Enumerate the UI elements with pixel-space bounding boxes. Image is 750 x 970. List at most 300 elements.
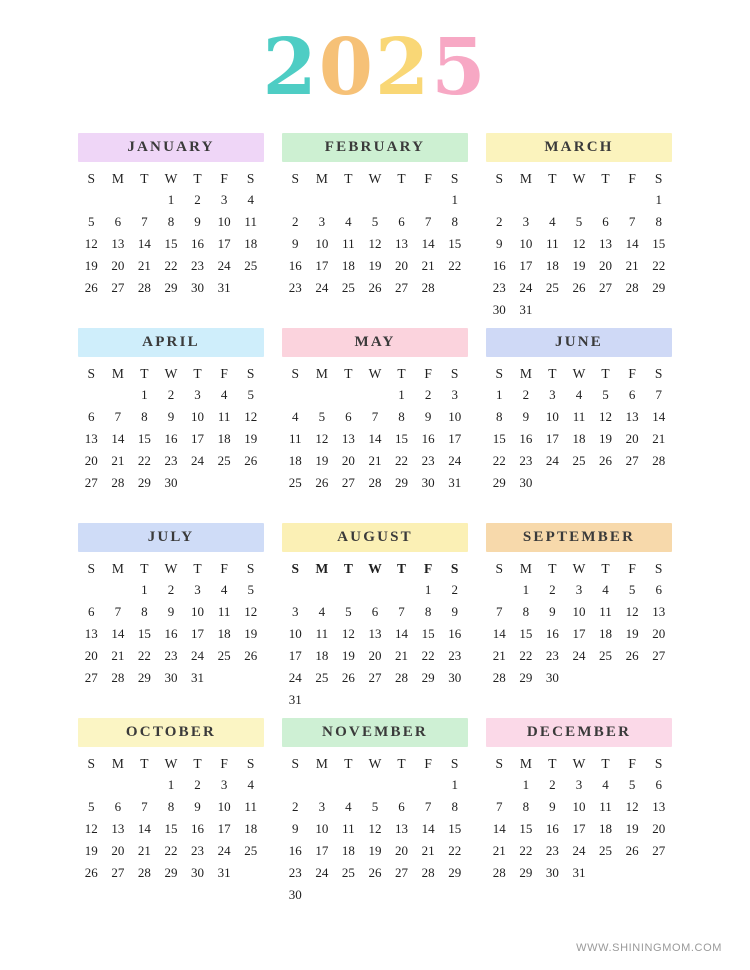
day-cell[interactable]: 6 — [655, 777, 662, 792]
day-cell[interactable]: 12 — [244, 604, 258, 619]
day-cell[interactable]: 30 — [191, 280, 205, 295]
day-cell[interactable]: 2 — [167, 387, 175, 402]
day-cell[interactable]: 12 — [368, 236, 382, 251]
day-cell[interactable]: 2 — [292, 799, 299, 814]
day-cell[interactable]: 18 — [244, 821, 258, 836]
day-cell[interactable]: 15 — [448, 821, 462, 836]
day-cell[interactable]: 25 — [217, 648, 231, 663]
day-cell[interactable]: 10 — [448, 409, 462, 424]
day-cell[interactable]: 25 — [288, 475, 302, 490]
day-cell[interactable]: 17 — [288, 648, 302, 663]
day-cell[interactable]: 6 — [655, 582, 662, 597]
day-cell[interactable]: 3 — [194, 582, 201, 597]
day-cell[interactable]: 5 — [371, 214, 379, 229]
day-cell[interactable]: 3 — [220, 192, 228, 207]
day-cell[interactable]: 16 — [421, 431, 435, 446]
day-cell[interactable]: 13 — [625, 409, 639, 424]
day-cell[interactable]: 15 — [137, 431, 151, 446]
day-cell[interactable]: 7 — [496, 604, 503, 619]
day-cell[interactable]: 15 — [164, 821, 178, 836]
day-cell[interactable]: 20 — [111, 843, 125, 858]
day-cell[interactable]: 12 — [368, 821, 382, 836]
day-cell[interactable]: 19 — [341, 648, 355, 663]
day-cell[interactable]: 22 — [164, 843, 178, 858]
day-cell[interactable]: 6 — [398, 214, 405, 229]
day-cell[interactable]: 3 — [292, 604, 299, 619]
day-cell[interactable]: 7 — [141, 799, 148, 814]
day-cell[interactable]: 18 — [315, 648, 329, 663]
day-cell[interactable]: 1 — [141, 387, 148, 402]
day-cell[interactable]: 5 — [318, 409, 326, 424]
day-cell[interactable]: 11 — [599, 604, 612, 619]
day-cell[interactable]: 27 — [652, 648, 666, 663]
day-cell[interactable]: 24 — [519, 280, 533, 295]
day-cell[interactable]: 25 — [244, 258, 258, 273]
day-cell[interactable]: 16 — [448, 626, 462, 641]
day-cell[interactable]: 22 — [519, 648, 533, 663]
day-cell[interactable]: 9 — [549, 799, 556, 814]
day-cell[interactable]: 14 — [111, 431, 125, 446]
day-cell[interactable]: 16 — [492, 258, 506, 273]
day-cell[interactable]: 9 — [194, 214, 201, 229]
day-cell[interactable]: 25 — [217, 453, 231, 468]
day-cell[interactable]: 26 — [341, 670, 355, 685]
day-cell[interactable]: 14 — [492, 821, 506, 836]
day-cell[interactable]: 13 — [395, 821, 409, 836]
day-cell[interactable]: 7 — [424, 799, 432, 814]
day-cell[interactable]: 25 — [341, 280, 355, 295]
day-cell[interactable]: 8 — [522, 604, 530, 619]
day-cell[interactable]: 28 — [395, 670, 409, 685]
day-cell[interactable]: 13 — [652, 604, 666, 619]
day-cell[interactable]: 5 — [247, 582, 254, 597]
day-cell[interactable]: 14 — [137, 236, 151, 251]
day-cell[interactable]: 6 — [345, 409, 352, 424]
day-cell[interactable]: 27 — [395, 280, 409, 295]
day-cell[interactable]: 22 — [519, 843, 533, 858]
day-cell[interactable]: 19 — [625, 821, 639, 836]
day-cell[interactable]: 14 — [421, 236, 435, 251]
day-cell[interactable]: 11 — [244, 214, 257, 229]
day-cell[interactable]: 16 — [545, 821, 559, 836]
day-cell[interactable]: 10 — [572, 799, 586, 814]
day-cell[interactable]: 26 — [84, 865, 98, 880]
day-cell[interactable]: 13 — [599, 236, 613, 251]
day-cell[interactable]: 30 — [191, 865, 205, 880]
day-cell[interactable]: 2 — [167, 582, 175, 597]
day-cell[interactable]: 5 — [88, 214, 95, 229]
day-cell[interactable]: 25 — [545, 280, 559, 295]
day-cell[interactable]: 4 — [220, 582, 228, 597]
day-cell[interactable]: 20 — [111, 258, 125, 273]
day-cell[interactable]: 15 — [492, 431, 506, 446]
day-cell[interactable]: 30 — [448, 670, 462, 685]
day-cell[interactable]: 3 — [194, 387, 201, 402]
day-cell[interactable]: 25 — [572, 453, 586, 468]
day-cell[interactable]: 12 — [572, 236, 586, 251]
day-cell[interactable]: 24 — [572, 648, 586, 663]
day-cell[interactable]: 30 — [545, 865, 559, 880]
day-cell[interactable]: 16 — [191, 236, 205, 251]
day-cell[interactable]: 22 — [652, 258, 666, 273]
day-cell[interactable]: 14 — [625, 236, 639, 251]
day-cell[interactable]: 31 — [191, 670, 205, 685]
day-cell[interactable]: 16 — [288, 843, 302, 858]
day-cell[interactable]: 24 — [217, 843, 231, 858]
day-cell[interactable]: 19 — [84, 843, 98, 858]
day-cell[interactable]: 23 — [545, 648, 559, 663]
day-cell[interactable]: 5 — [602, 387, 609, 402]
day-cell[interactable]: 18 — [288, 453, 302, 468]
day-cell[interactable]: 15 — [519, 821, 533, 836]
day-cell[interactable]: 12 — [315, 431, 329, 446]
day-cell[interactable]: 21 — [652, 431, 666, 446]
day-cell[interactable]: 14 — [111, 626, 125, 641]
day-cell[interactable]: 7 — [398, 604, 405, 619]
day-cell[interactable]: 6 — [602, 214, 609, 229]
day-cell[interactable]: 8 — [522, 799, 530, 814]
day-cell[interactable]: 15 — [652, 236, 666, 251]
day-cell[interactable]: 5 — [628, 777, 636, 792]
day-cell[interactable]: 30 — [519, 475, 533, 490]
day-cell[interactable]: 23 — [421, 453, 435, 468]
day-cell[interactable]: 21 — [111, 648, 125, 663]
day-cell[interactable]: 20 — [625, 431, 639, 446]
day-cell[interactable]: 10 — [191, 604, 205, 619]
day-cell[interactable]: 1 — [496, 387, 503, 402]
day-cell[interactable]: 18 — [545, 258, 559, 273]
day-cell[interactable]: 4 — [575, 387, 583, 402]
day-cell[interactable]: 30 — [164, 670, 178, 685]
day-cell[interactable]: 2 — [194, 777, 201, 792]
day-cell[interactable]: 11 — [244, 799, 257, 814]
day-cell[interactable]: 21 — [625, 258, 639, 273]
day-cell[interactable]: 24 — [545, 453, 559, 468]
day-cell[interactable]: 16 — [545, 626, 559, 641]
day-cell[interactable]: 22 — [448, 843, 462, 858]
day-cell[interactable]: 14 — [421, 821, 435, 836]
day-cell[interactable]: 30 — [288, 887, 302, 902]
day-cell[interactable]: 16 — [519, 431, 533, 446]
day-cell[interactable]: 21 — [111, 453, 125, 468]
day-cell[interactable]: 10 — [572, 604, 586, 619]
day-cell[interactable]: 7 — [114, 409, 122, 424]
day-cell[interactable]: 15 — [137, 626, 151, 641]
day-cell[interactable]: 12 — [84, 236, 98, 251]
day-cell[interactable]: 16 — [191, 821, 205, 836]
day-cell[interactable]: 25 — [315, 670, 329, 685]
day-cell[interactable]: 13 — [395, 236, 409, 251]
day-cell[interactable]: 9 — [194, 799, 201, 814]
day-cell[interactable]: 28 — [421, 280, 435, 295]
day-cell[interactable]: 28 — [368, 475, 382, 490]
day-cell[interactable]: 11 — [289, 431, 302, 446]
day-cell[interactable]: 31 — [519, 302, 533, 317]
day-cell[interactable]: 3 — [318, 799, 326, 814]
day-cell[interactable]: 23 — [492, 280, 506, 295]
day-cell[interactable]: 24 — [315, 280, 329, 295]
day-cell[interactable]: 30 — [421, 475, 435, 490]
day-cell[interactable]: 1 — [167, 192, 175, 207]
day-cell[interactable]: 17 — [191, 431, 205, 446]
day-cell[interactable]: 15 — [519, 626, 533, 641]
day-cell[interactable]: 17 — [315, 843, 329, 858]
day-cell[interactable]: 14 — [652, 409, 666, 424]
day-cell[interactable]: 8 — [167, 214, 175, 229]
day-cell[interactable]: 20 — [84, 453, 98, 468]
day-cell[interactable]: 18 — [217, 626, 231, 641]
day-cell[interactable]: 10 — [217, 214, 231, 229]
day-cell[interactable]: 1 — [522, 777, 530, 792]
day-cell[interactable]: 15 — [164, 236, 178, 251]
day-cell[interactable]: 15 — [395, 431, 409, 446]
day-cell[interactable]: 9 — [292, 236, 299, 251]
day-cell[interactable]: 8 — [424, 604, 432, 619]
day-cell[interactable]: 28 — [111, 475, 125, 490]
day-cell[interactable]: 20 — [599, 258, 613, 273]
day-cell[interactable]: 14 — [368, 431, 382, 446]
day-cell[interactable]: 19 — [599, 431, 613, 446]
day-cell[interactable]: 11 — [599, 799, 612, 814]
day-cell[interactable]: 9 — [292, 821, 299, 836]
day-cell[interactable]: 5 — [345, 604, 352, 619]
day-cell[interactable]: 7 — [655, 387, 662, 402]
day-cell[interactable]: 20 — [652, 626, 666, 641]
day-cell[interactable]: 8 — [167, 799, 175, 814]
day-cell[interactable]: 2 — [496, 214, 503, 229]
day-cell[interactable]: 2 — [549, 582, 556, 597]
day-cell[interactable]: 26 — [315, 475, 329, 490]
day-cell[interactable]: 9 — [549, 604, 556, 619]
day-cell[interactable]: 19 — [368, 843, 382, 858]
day-cell[interactable]: 28 — [492, 670, 506, 685]
day-cell[interactable]: 22 — [164, 258, 178, 273]
day-cell[interactable]: 20 — [341, 453, 355, 468]
day-cell[interactable]: 1 — [451, 777, 458, 792]
day-cell[interactable]: 27 — [395, 865, 409, 880]
day-cell[interactable]: 10 — [315, 236, 329, 251]
day-cell[interactable]: 1 — [655, 192, 662, 207]
day-cell[interactable]: 4 — [602, 777, 609, 792]
day-cell[interactable]: 8 — [141, 604, 148, 619]
day-cell[interactable]: 3 — [575, 777, 583, 792]
day-cell[interactable]: 13 — [341, 431, 355, 446]
day-cell[interactable]: 18 — [341, 843, 355, 858]
day-cell[interactable]: 22 — [492, 453, 506, 468]
day-cell[interactable]: 11 — [217, 409, 231, 424]
day-cell[interactable]: 18 — [244, 236, 258, 251]
day-cell[interactable]: 11 — [342, 821, 355, 836]
day-cell[interactable]: 29 — [137, 670, 151, 685]
day-cell[interactable]: 25 — [341, 865, 355, 880]
day-cell[interactable]: 2 — [549, 777, 556, 792]
day-cell[interactable]: 12 — [244, 409, 258, 424]
day-cell[interactable]: 18 — [572, 431, 586, 446]
day-cell[interactable]: 19 — [244, 626, 258, 641]
day-cell[interactable]: 3 — [522, 214, 530, 229]
day-cell[interactable]: 8 — [451, 799, 458, 814]
day-cell[interactable]: 27 — [625, 453, 639, 468]
day-cell[interactable]: 26 — [599, 453, 613, 468]
day-cell[interactable]: 17 — [217, 821, 231, 836]
day-cell[interactable]: 2 — [194, 192, 201, 207]
day-cell[interactable]: 10 — [191, 409, 205, 424]
day-cell[interactable]: 21 — [492, 843, 506, 858]
day-cell[interactable]: 3 — [220, 777, 228, 792]
day-cell[interactable]: 8 — [141, 409, 148, 424]
day-cell[interactable]: 24 — [572, 843, 586, 858]
day-cell[interactable]: 24 — [288, 670, 302, 685]
day-cell[interactable]: 9 — [424, 409, 432, 424]
day-cell[interactable]: 13 — [111, 236, 125, 251]
day-cell[interactable]: 21 — [492, 648, 506, 663]
day-cell[interactable]: 27 — [84, 475, 98, 490]
day-cell[interactable]: 3 — [451, 387, 458, 402]
day-cell[interactable]: 1 — [398, 387, 405, 402]
day-cell[interactable]: 2 — [424, 387, 432, 402]
day-cell[interactable]: 24 — [191, 453, 205, 468]
day-cell[interactable]: 9 — [451, 604, 458, 619]
day-cell[interactable]: 13 — [652, 799, 666, 814]
day-cell[interactable]: 18 — [599, 626, 613, 641]
day-cell[interactable]: 6 — [88, 409, 95, 424]
day-cell[interactable]: 27 — [599, 280, 613, 295]
day-cell[interactable]: 20 — [84, 648, 98, 663]
day-cell[interactable]: 27 — [84, 670, 98, 685]
day-cell[interactable]: 27 — [652, 843, 666, 858]
day-cell[interactable]: 8 — [655, 214, 662, 229]
day-cell[interactable]: 2 — [292, 214, 299, 229]
day-cell[interactable]: 26 — [84, 280, 98, 295]
day-cell[interactable]: 31 — [448, 475, 462, 490]
day-cell[interactable]: 23 — [191, 258, 205, 273]
day-cell[interactable]: 31 — [288, 692, 302, 707]
day-cell[interactable]: 4 — [220, 387, 228, 402]
day-cell[interactable]: 17 — [191, 626, 205, 641]
day-cell[interactable]: 24 — [315, 865, 329, 880]
day-cell[interactable]: 15 — [448, 236, 462, 251]
day-cell[interactable]: 5 — [575, 214, 583, 229]
day-cell[interactable]: 8 — [451, 214, 458, 229]
day-cell[interactable]: 30 — [492, 302, 506, 317]
day-cell[interactable]: 27 — [111, 280, 125, 295]
day-cell[interactable]: 16 — [164, 626, 178, 641]
day-cell[interactable]: 19 — [625, 626, 639, 641]
day-cell[interactable]: 24 — [448, 453, 462, 468]
day-cell[interactable]: 23 — [191, 843, 205, 858]
day-cell[interactable]: 29 — [164, 865, 178, 880]
day-cell[interactable]: 17 — [572, 626, 586, 641]
day-cell[interactable]: 13 — [84, 626, 98, 641]
day-cell[interactable]: 3 — [575, 582, 583, 597]
day-cell[interactable]: 19 — [315, 453, 329, 468]
day-cell[interactable]: 1 — [141, 582, 148, 597]
day-cell[interactable]: 1 — [167, 777, 175, 792]
day-cell[interactable]: 24 — [217, 258, 231, 273]
day-cell[interactable]: 29 — [492, 475, 506, 490]
day-cell[interactable]: 21 — [368, 453, 382, 468]
day-cell[interactable]: 3 — [549, 387, 556, 402]
day-cell[interactable]: 21 — [421, 843, 435, 858]
day-cell[interactable]: 7 — [496, 799, 503, 814]
day-cell[interactable]: 31 — [217, 865, 231, 880]
day-cell[interactable]: 10 — [217, 799, 231, 814]
day-cell[interactable]: 23 — [519, 453, 533, 468]
day-cell[interactable]: 26 — [625, 843, 639, 858]
day-cell[interactable]: 4 — [345, 799, 352, 814]
day-cell[interactable]: 15 — [421, 626, 435, 641]
day-cell[interactable]: 22 — [137, 648, 151, 663]
day-cell[interactable]: 10 — [519, 236, 533, 251]
day-cell[interactable]: 22 — [137, 453, 151, 468]
day-cell[interactable]: 21 — [137, 843, 151, 858]
day-cell[interactable]: 13 — [368, 626, 382, 641]
day-cell[interactable]: 17 — [448, 431, 462, 446]
day-cell[interactable]: 8 — [496, 409, 503, 424]
day-cell[interactable]: 4 — [247, 192, 254, 207]
day-cell[interactable]: 17 — [315, 258, 329, 273]
day-cell[interactable]: 29 — [421, 670, 435, 685]
day-cell[interactable]: 22 — [395, 453, 409, 468]
day-cell[interactable]: 25 — [599, 648, 613, 663]
day-cell[interactable]: 11 — [572, 409, 586, 424]
day-cell[interactable]: 5 — [247, 387, 254, 402]
day-cell[interactable]: 11 — [342, 236, 355, 251]
day-cell[interactable]: 30 — [545, 670, 559, 685]
day-cell[interactable]: 18 — [599, 821, 613, 836]
day-cell[interactable]: 1 — [451, 192, 458, 207]
day-cell[interactable]: 9 — [496, 236, 503, 251]
day-cell[interactable]: 27 — [341, 475, 355, 490]
day-cell[interactable]: 14 — [492, 626, 506, 641]
day-cell[interactable]: 29 — [519, 865, 533, 880]
day-cell[interactable]: 6 — [371, 604, 379, 619]
day-cell[interactable]: 5 — [628, 582, 636, 597]
day-cell[interactable]: 17 — [519, 258, 533, 273]
day-cell[interactable]: 23 — [288, 280, 302, 295]
day-cell[interactable]: 29 — [519, 670, 533, 685]
day-cell[interactable]: 19 — [368, 258, 382, 273]
day-cell[interactable]: 27 — [368, 670, 382, 685]
day-cell[interactable]: 2 — [522, 387, 530, 402]
day-cell[interactable]: 13 — [111, 821, 125, 836]
day-cell[interactable]: 6 — [88, 604, 95, 619]
day-cell[interactable]: 12 — [625, 604, 639, 619]
day-cell[interactable]: 9 — [522, 409, 530, 424]
day-cell[interactable]: 10 — [288, 626, 302, 641]
day-cell[interactable]: 22 — [448, 258, 462, 273]
day-cell[interactable]: 17 — [217, 236, 231, 251]
day-cell[interactable]: 16 — [288, 258, 302, 273]
day-cell[interactable]: 3 — [318, 214, 326, 229]
day-cell[interactable]: 10 — [315, 821, 329, 836]
day-cell[interactable]: 20 — [652, 821, 666, 836]
day-cell[interactable]: 12 — [625, 799, 639, 814]
day-cell[interactable]: 26 — [244, 648, 258, 663]
day-cell[interactable]: 23 — [164, 648, 178, 663]
day-cell[interactable]: 4 — [549, 214, 556, 229]
day-cell[interactable]: 5 — [371, 799, 379, 814]
day-cell[interactable]: 29 — [448, 865, 462, 880]
day-cell[interactable]: 27 — [111, 865, 125, 880]
day-cell[interactable]: 24 — [191, 648, 205, 663]
day-cell[interactable]: 7 — [141, 214, 148, 229]
day-cell[interactable]: 14 — [395, 626, 409, 641]
day-cell[interactable]: 23 — [545, 843, 559, 858]
day-cell[interactable]: 19 — [84, 258, 98, 273]
day-cell[interactable]: 28 — [625, 280, 639, 295]
day-cell[interactable]: 16 — [164, 431, 178, 446]
